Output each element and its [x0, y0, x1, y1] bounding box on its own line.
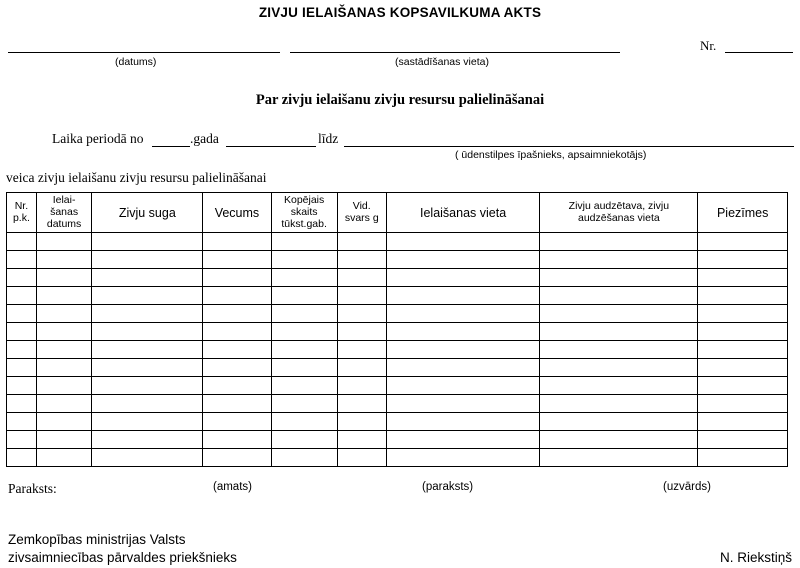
table-row[interactable]	[7, 251, 788, 269]
cell-nr[interactable]	[7, 287, 37, 305]
cell-hatchery[interactable]	[540, 449, 698, 467]
cell-total-count[interactable]	[271, 377, 337, 395]
cell-release-place[interactable]	[386, 377, 540, 395]
cell-release-place[interactable]	[386, 323, 540, 341]
footer-signer-name: N. Riekstiņš	[719, 550, 792, 566]
cell-avg-weight[interactable]	[337, 233, 386, 251]
cell-avg-weight[interactable]	[337, 305, 386, 323]
cell-fish-species[interactable]	[92, 323, 203, 341]
cell-age[interactable]	[203, 431, 271, 449]
cell-hatchery[interactable]	[540, 305, 698, 323]
table-row[interactable]	[7, 431, 788, 449]
cell-avg-weight[interactable]	[337, 377, 386, 395]
table-row[interactable]	[7, 413, 788, 431]
place-blank-line[interactable]	[290, 52, 620, 53]
cell-fish-species[interactable]	[92, 431, 203, 449]
cell-age[interactable]	[203, 359, 271, 377]
cell-fish-species[interactable]	[92, 449, 203, 467]
table-header-row	[7, 193, 788, 233]
date-blank-line[interactable]	[8, 52, 280, 53]
cell-release-date[interactable]	[36, 449, 91, 467]
cell-release-date[interactable]	[36, 287, 91, 305]
period-from-blank[interactable]	[226, 146, 316, 147]
cell-nr[interactable]	[7, 413, 37, 431]
col-header-age: Vecums	[203, 193, 271, 233]
col-header-hatchery-line2: audzēšanas vieta	[577, 211, 660, 224]
cell-notes[interactable]	[698, 413, 788, 431]
cell-avg-weight[interactable]	[337, 413, 386, 431]
cell-notes[interactable]	[698, 359, 788, 377]
table-row[interactable]	[7, 287, 788, 305]
cell-hatchery[interactable]	[540, 269, 698, 287]
footer-left-line1: Zemkopības ministrijas Valsts	[8, 532, 186, 548]
fish-release-table	[6, 192, 788, 467]
col-header-release-date	[36, 193, 91, 233]
cell-nr[interactable]	[7, 233, 37, 251]
cell-hatchery[interactable]	[540, 413, 698, 431]
signature-label: Paraksts:	[8, 481, 57, 497]
cell-notes[interactable]	[698, 377, 788, 395]
cell-release-place[interactable]	[386, 395, 540, 413]
cell-avg-weight[interactable]	[337, 323, 386, 341]
cell-fish-species[interactable]	[92, 395, 203, 413]
cell-fish-species[interactable]	[92, 233, 203, 251]
cell-nr[interactable]	[7, 323, 37, 341]
table-row[interactable]	[7, 269, 788, 287]
period-row	[0, 129, 800, 151]
caption-surname: (uzvārds)	[663, 481, 711, 494]
caption-owner: ( ūdenstilpes īpašnieks, apsaimniekotājs)	[455, 149, 647, 161]
table-row[interactable]	[7, 323, 788, 341]
page-title: ZIVJU IELAIŠANAS KOPSAVILKUMA AKTS	[258, 5, 542, 20]
cell-notes[interactable]	[698, 341, 788, 359]
col-header-hatchery	[540, 193, 698, 233]
period-to-owner-blank[interactable]	[344, 146, 794, 147]
cell-total-count[interactable]	[271, 287, 337, 305]
cell-nr[interactable]	[7, 377, 37, 395]
cell-notes[interactable]	[698, 431, 788, 449]
cell-notes[interactable]	[698, 305, 788, 323]
col-header-total-count-line2: skaits	[290, 205, 318, 218]
col-header-release-date-line3: datums	[46, 217, 82, 230]
cell-hatchery[interactable]	[540, 431, 698, 449]
owner-caption-row	[0, 151, 800, 165]
cell-release-date[interactable]	[36, 341, 91, 359]
cell-release-place[interactable]	[386, 269, 540, 287]
cell-avg-weight[interactable]	[337, 287, 386, 305]
table-row[interactable]	[7, 359, 788, 377]
cell-age[interactable]	[203, 449, 271, 467]
cell-age[interactable]	[203, 341, 271, 359]
cell-nr[interactable]	[7, 449, 37, 467]
cell-nr[interactable]	[7, 269, 37, 287]
cell-release-place[interactable]	[386, 341, 540, 359]
cell-release-place[interactable]	[386, 449, 540, 467]
cell-hatchery[interactable]	[540, 395, 698, 413]
col-header-avg-weight-line2: svars g	[344, 211, 379, 224]
col-header-avg-weight-line1: Vid.	[352, 199, 371, 212]
cell-avg-weight[interactable]	[337, 431, 386, 449]
col-header-hatchery-line1: Zivju audzētava, zivju	[568, 199, 670, 212]
cell-release-date[interactable]	[36, 413, 91, 431]
cell-release-place[interactable]	[386, 251, 540, 269]
col-header-release-date-line2: šanas	[50, 205, 79, 218]
col-header-nr	[7, 193, 37, 233]
cell-release-date[interactable]	[36, 359, 91, 377]
cell-release-date[interactable]	[36, 323, 91, 341]
page-subtitle: Par zivju ielaišanu zivju resursu palielināšanai	[255, 92, 545, 108]
cell-age[interactable]	[203, 305, 271, 323]
cell-release-date[interactable]	[36, 377, 91, 395]
caption-position: (amats)	[213, 481, 252, 494]
period-day-blank[interactable]	[152, 146, 190, 147]
col-header-release-place: Ielaišanas vieta	[386, 193, 540, 233]
cell-hatchery[interactable]	[540, 251, 698, 269]
col-header-avg-weight	[337, 193, 386, 233]
cell-avg-weight[interactable]	[337, 395, 386, 413]
cell-fish-species[interactable]	[92, 269, 203, 287]
cell-total-count[interactable]	[271, 251, 337, 269]
header-captions	[0, 58, 800, 72]
cell-avg-weight[interactable]	[337, 269, 386, 287]
cell-release-date[interactable]	[36, 251, 91, 269]
cell-hatchery[interactable]	[540, 359, 698, 377]
cell-total-count[interactable]	[271, 341, 337, 359]
cell-avg-weight[interactable]	[337, 341, 386, 359]
cell-fish-species[interactable]	[92, 305, 203, 323]
cell-total-count[interactable]	[271, 413, 337, 431]
cell-notes[interactable]	[698, 287, 788, 305]
col-header-total-count	[271, 193, 337, 233]
cell-avg-weight[interactable]	[337, 251, 386, 269]
cell-total-count[interactable]	[271, 395, 337, 413]
caption-place: (sastādīšanas vieta)	[395, 56, 489, 68]
cell-nr[interactable]	[7, 251, 37, 269]
cell-release-place[interactable]	[386, 305, 540, 323]
performed-text: veica zivju ielaišanu zivju resursu palielināšanai	[6, 170, 267, 185]
cell-notes[interactable]	[698, 449, 788, 467]
cell-age[interactable]	[203, 287, 271, 305]
caption-signature: (paraksts)	[422, 481, 474, 494]
cell-notes[interactable]	[698, 269, 788, 287]
cell-avg-weight[interactable]	[337, 449, 386, 467]
cell-release-date[interactable]	[36, 395, 91, 413]
table-row[interactable]	[7, 395, 788, 413]
header-fill-lines	[0, 36, 800, 58]
table-row[interactable]	[7, 233, 788, 251]
cell-notes[interactable]	[698, 323, 788, 341]
cell-fish-species[interactable]	[92, 251, 203, 269]
cell-total-count[interactable]	[271, 359, 337, 377]
cell-total-count[interactable]	[271, 233, 337, 251]
cell-nr[interactable]	[7, 341, 37, 359]
cell-release-date[interactable]	[36, 233, 91, 251]
footer-left-line2: zivsaimniecības pārvaldes priekšnieks	[8, 550, 237, 566]
cell-age[interactable]	[203, 395, 271, 413]
period-lidz-label: līdz	[318, 131, 339, 146]
nr-blank-line[interactable]	[725, 52, 793, 53]
col-header-fish-species: Zivju suga	[92, 193, 203, 233]
document-page	[0, 5, 800, 566]
cell-age[interactable]	[203, 233, 271, 251]
cell-notes[interactable]	[698, 233, 788, 251]
cell-nr[interactable]	[7, 359, 37, 377]
cell-nr[interactable]	[7, 395, 37, 413]
cell-age[interactable]	[203, 323, 271, 341]
cell-fish-species[interactable]	[92, 341, 203, 359]
col-header-total-count-line3: tūkst.gab.	[281, 217, 327, 230]
cell-release-date[interactable]	[36, 305, 91, 323]
period-prefix: Laika periodā no	[52, 131, 144, 146]
cell-hatchery[interactable]	[540, 377, 698, 395]
cell-age[interactable]	[203, 377, 271, 395]
cell-fish-species[interactable]	[92, 413, 203, 431]
cell-fish-species[interactable]	[92, 359, 203, 377]
cell-hatchery[interactable]	[540, 233, 698, 251]
cell-total-count[interactable]	[271, 305, 337, 323]
period-gada-label: .gada	[190, 131, 219, 146]
cell-hatchery[interactable]	[540, 341, 698, 359]
cell-release-place[interactable]	[386, 431, 540, 449]
table-row[interactable]	[7, 377, 788, 395]
cell-nr[interactable]	[7, 431, 37, 449]
cell-age[interactable]	[203, 269, 271, 287]
signature-row	[0, 481, 800, 501]
cell-nr[interactable]	[7, 305, 37, 323]
cell-notes[interactable]	[698, 251, 788, 269]
table-row[interactable]	[7, 341, 788, 359]
cell-fish-species[interactable]	[92, 377, 203, 395]
cell-hatchery[interactable]	[540, 323, 698, 341]
cell-release-place[interactable]	[386, 413, 540, 431]
cell-release-place[interactable]	[386, 287, 540, 305]
cell-age[interactable]	[203, 413, 271, 431]
cell-release-date[interactable]	[36, 431, 91, 449]
caption-date: (datums)	[115, 56, 157, 68]
col-header-total-count-line1: Kopējais	[283, 194, 325, 206]
nr-label: Nr.	[700, 38, 717, 53]
cell-total-count[interactable]	[271, 323, 337, 341]
col-header-notes: Piezīmes	[698, 193, 788, 233]
cell-release-place[interactable]	[386, 233, 540, 251]
cell-total-count[interactable]	[271, 269, 337, 287]
cell-hatchery[interactable]	[540, 287, 698, 305]
col-header-release-date-line1: Ielai-	[52, 194, 76, 206]
cell-total-count[interactable]	[271, 431, 337, 449]
table-row[interactable]	[7, 449, 788, 467]
col-header-nr-line1: Nr.	[14, 199, 29, 212]
col-header-nr-line2: p.k.	[12, 211, 30, 224]
table-row[interactable]	[7, 305, 788, 323]
cell-release-date[interactable]	[36, 269, 91, 287]
cell-age[interactable]	[203, 251, 271, 269]
cell-total-count[interactable]	[271, 449, 337, 467]
cell-release-place[interactable]	[386, 359, 540, 377]
cell-notes[interactable]	[698, 395, 788, 413]
table-body	[7, 233, 788, 467]
cell-avg-weight[interactable]	[337, 359, 386, 377]
cell-fish-species[interactable]	[92, 287, 203, 305]
footer-left	[8, 531, 458, 567]
